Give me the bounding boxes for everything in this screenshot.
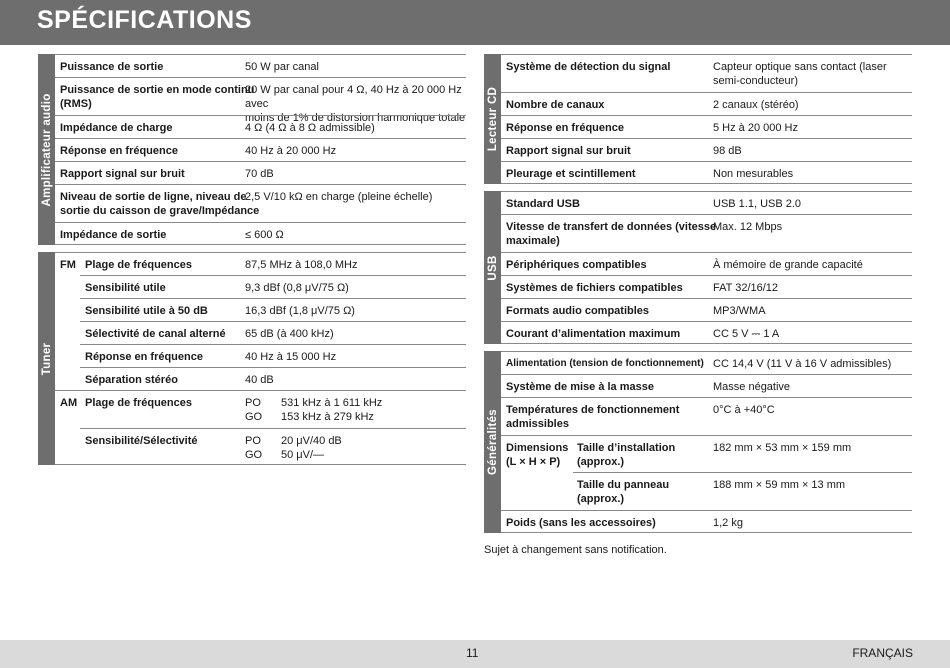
spec-row (501, 252, 912, 275)
spec-label: Rapport signal sur bruit (506, 145, 631, 157)
spec-label: Sensibilité utile à 50 dB (85, 305, 208, 317)
spec-value: 2 canaux (stéréo) (713, 99, 799, 111)
spec-value: 4 Ω (4 Ω à 8 Ω admissible) (245, 122, 375, 134)
spec-value: 2,5 V/10 kΩ en charge (pleine échelle) (245, 191, 433, 203)
spec-value: 65 dB (à 400 kHz) (245, 328, 334, 340)
spec-value: MP3/WMA (713, 305, 766, 317)
spec-value: 98 dB (713, 145, 742, 157)
spec-value: 50 W par canal (245, 61, 319, 73)
spec-label: Vitesse de transfert de données (vitesse maximale) (506, 221, 717, 247)
spec-value: ≤ 600 Ω (245, 229, 284, 241)
spec-label: Réponse en fréquence (85, 351, 203, 363)
spec-label: Puissance de sortie en mode continu (RMS) (60, 84, 255, 110)
spec-value: 40 Hz à 15 000 Hz (245, 351, 337, 363)
spec-row (80, 344, 466, 367)
spec-row (55, 115, 466, 138)
spec-row (501, 54, 912, 92)
spec-value: 70 dB (245, 168, 274, 180)
spec-label: Rapport signal sur bruit (60, 168, 185, 180)
spec-label: Périphériques compatibles (506, 259, 647, 271)
spec-label: Séparation stéréo (85, 374, 178, 386)
section-amplifier (38, 54, 466, 245)
band-codes: PO GO (245, 435, 263, 461)
spec-label: Courant d’alimentation maximum (506, 328, 681, 340)
spec-row (55, 161, 466, 184)
band-fm-cell (55, 252, 80, 390)
spec-label: Pleurage et scintillement (506, 168, 636, 180)
spec-row (573, 435, 912, 472)
spec-sublabel: Taille du panneau (approx.) (577, 479, 670, 505)
section-label-tuner: Tuner (38, 252, 55, 465)
spec-label: Sélectivité de canal alterné (85, 328, 226, 340)
spec-row (501, 321, 912, 344)
section-usb (484, 191, 912, 344)
spec-row (501, 214, 912, 252)
section-label-amplifier: Amplificateur audio (38, 54, 55, 245)
spec-value: Capteur optique sans contact (laser semi-conducteur) (713, 61, 887, 87)
spec-row (573, 472, 912, 510)
spec-label: Plage de fréquences (85, 397, 192, 409)
spec-label: Sensibilité utile (85, 282, 166, 294)
spec-label: Systèmes de fichiers compatibles (506, 282, 683, 294)
section-general (484, 351, 912, 533)
band-fm-label: FM (60, 259, 76, 271)
spec-row (501, 138, 912, 161)
spec-value: 182 mm × 53 mm × 159 mm (713, 442, 852, 454)
spec-label: Standard USB (506, 198, 580, 210)
spec-row (501, 351, 912, 374)
spec-label: Nombre de canaux (506, 99, 605, 111)
page-title: SPÉCIFICATIONS (37, 6, 252, 34)
spec-row (55, 77, 466, 124)
spec-sublabel: Taille d’installation (approx.) (577, 442, 676, 468)
spec-value: 87,5 MHz à 108,0 MHz (245, 259, 358, 271)
spec-value: 16,3 dBf (1,8 μV/75 Ω) (245, 305, 355, 317)
spec-label: Impédance de sortie (60, 229, 167, 241)
spec-row (501, 374, 912, 397)
band-codes: PO GO (245, 397, 263, 423)
spec-label: Réponse en fréquence (60, 145, 178, 157)
spec-label: Dimensions (L × H × P) (506, 442, 569, 468)
spec-row (80, 298, 466, 321)
spec-row (80, 252, 466, 275)
band-am-label: AM (60, 397, 78, 409)
spec-value: CC 14,4 V (11 V à 16 V admissibles) (713, 358, 892, 370)
spec-value: 188 mm × 59 mm × 13 mm (713, 479, 846, 491)
spec-row (55, 184, 466, 222)
spec-label: Impédance de charge (60, 122, 173, 134)
dimensions-cell (501, 435, 573, 510)
spec-row (80, 428, 466, 465)
spec-row (501, 397, 912, 435)
spec-row (55, 138, 466, 161)
section-cd-player (484, 54, 912, 184)
spec-value: 20 W par canal pour 4 Ω, 40 Hz à 20 000 Hz avec moins de 1% de distorsion harmonique totale (245, 84, 466, 124)
spec-row (501, 510, 912, 533)
spec-value: 1,2 kg (713, 517, 743, 529)
spec-label: Alimentation (tension de fonctionnement) (506, 358, 704, 369)
page-header (0, 0, 950, 45)
spec-label: Réponse en fréquence (506, 122, 624, 134)
spec-label: Puissance de sortie (60, 61, 164, 73)
spec-row (501, 275, 912, 298)
spec-label: Poids (sans les accessoires) (506, 517, 656, 529)
spec-value: USB 1.1, USB 2.0 (713, 198, 802, 210)
spec-label: Niveau de sortie de ligne, niveau de sortie du caisson de grave/Impédance (60, 191, 260, 217)
spec-value: 0°C à +40°C (713, 404, 775, 416)
page-footer (0, 640, 950, 668)
spec-row (501, 92, 912, 115)
section-tuner (38, 252, 466, 465)
spec-label: Plage de fréquences (85, 259, 192, 271)
spec-value: CC 5 V ⎓ 1 A (713, 328, 780, 340)
spec-value: Max. 12 Mbps (713, 221, 783, 233)
spec-label: Système de détection du signal (506, 61, 671, 73)
spec-value: 20 μV/40 dB 50 μV/— (281, 435, 342, 461)
language-label: FRANÇAIS (852, 646, 913, 660)
spec-label: Formats audio compatibles (506, 305, 650, 317)
spec-value: FAT 32/16/12 (713, 282, 779, 294)
page-number: 11 (466, 646, 479, 660)
section-label-cd-player: Lecteur CD (484, 54, 501, 184)
spec-label: Système de mise à la masse (506, 381, 654, 393)
spec-row (80, 390, 466, 428)
spec-value: Masse négative (713, 381, 791, 393)
spec-value: Non mesurables (713, 168, 794, 180)
spec-row (501, 298, 912, 321)
spec-label: Sensibilité/Sélectivité (85, 435, 198, 447)
spec-row (501, 161, 912, 184)
spec-row (501, 191, 912, 214)
section-label-usb: USB (484, 191, 501, 344)
spec-row (55, 54, 466, 77)
spec-row (80, 367, 466, 390)
band-am-cell (55, 390, 80, 465)
spec-row (501, 115, 912, 138)
spec-value: 9,3 dBf (0,8 μV/75 Ω) (245, 282, 349, 294)
spec-value: À mémoire de grande capacité (713, 259, 863, 271)
section-label-general: Généralités (484, 351, 501, 533)
spec-value: 40 Hz à 20 000 Hz (245, 145, 337, 157)
spec-value: 5 Hz à 20 000 Hz (713, 122, 798, 134)
spec-row (80, 275, 466, 298)
spec-value: 531 kHz à 1 611 kHz 153 kHz à 279 kHz (281, 397, 383, 423)
spec-value: 40 dB (245, 374, 274, 386)
change-notice: Sujet à changement sans notification. (484, 544, 667, 556)
spec-row (80, 321, 466, 344)
spec-label: Températures de fonctionnement admissibles (506, 404, 680, 430)
spec-row (55, 222, 466, 245)
